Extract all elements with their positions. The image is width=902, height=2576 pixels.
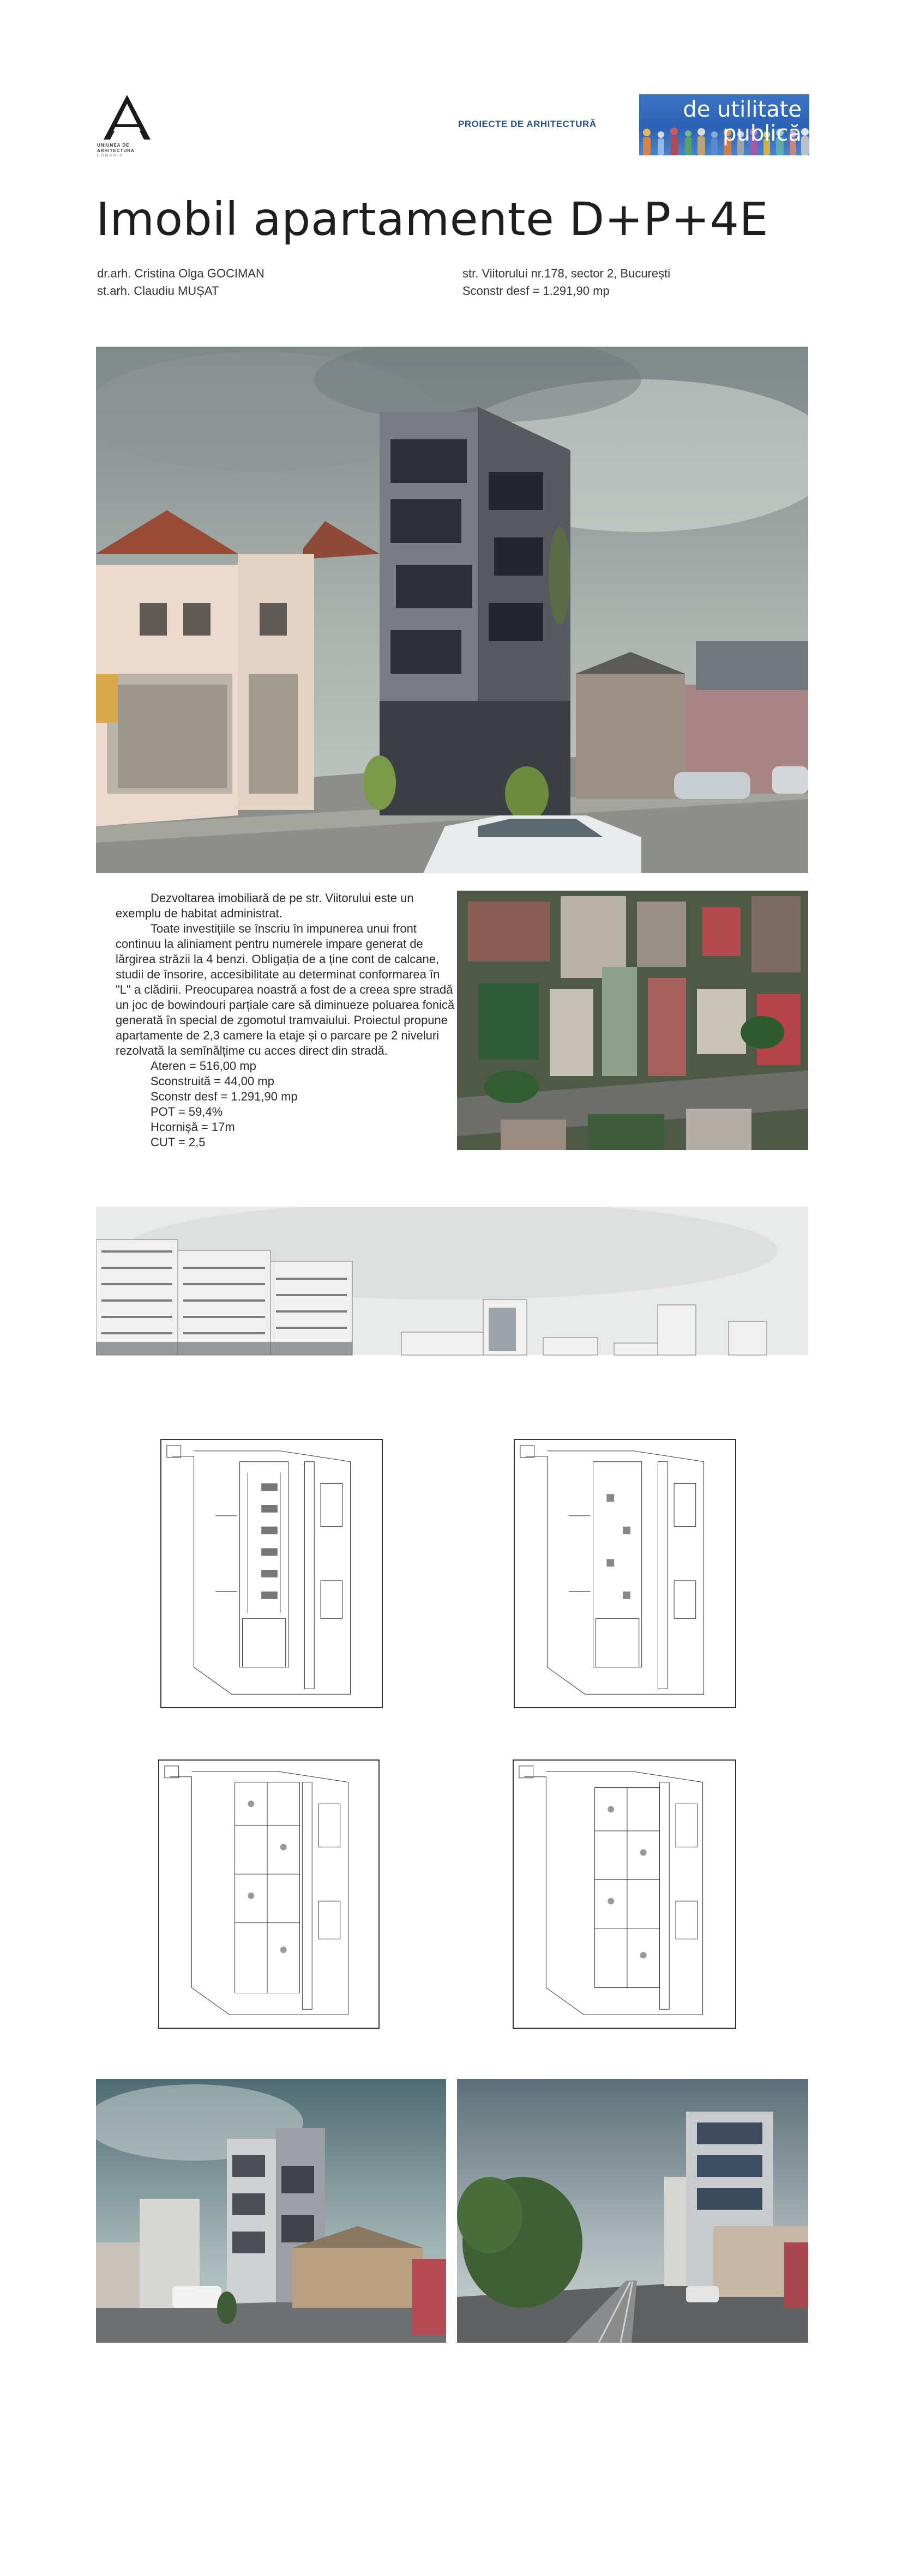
- street-render-left: [96, 2079, 446, 2343]
- logo-text: UNIUNEA DE ARHITECTURA: [97, 143, 135, 153]
- description-paragraph-2: Toate investițiile se înscriu în impunerea unui front continuu la aliniament pentru numerele impare generat de lărgirea străzii la 4 benzi. Obligația de a ține cont de calcane, studii de însorire, accesibilitate au determinat conformarea în "L" a clădirii. Preocuparea noastră a fost de a creea spre stradă un joc de bowindouri parțiale care să diminueze poluarea fonică generată în special de zgomotul tramvaiului. Proiectul propune apartamente de 2,3 camere la etaje și o parcare pe 2 niveluri rezolvată la semînălțime cu acces direct din stradă.: [116, 922, 455, 1057]
- author-1: dr.arh. Cristina Olga GOCIMAN: [97, 267, 264, 280]
- authors: [97, 265, 264, 300]
- floor-plan-typical-2: [513, 1759, 736, 2029]
- banner-line-1: de utilitate: [683, 97, 802, 122]
- logo-a-icon: [97, 93, 157, 142]
- aerial-site-photo: [457, 891, 808, 1150]
- stat-gross-area: Sconstr desf = 1.291,90 mp: [151, 1090, 298, 1103]
- floor-plan-basement: [160, 1439, 383, 1708]
- location-info: [462, 265, 670, 300]
- street-render-right: [457, 2079, 808, 2343]
- street-elevation-drawing: [96, 1207, 808, 1371]
- logo: [97, 93, 163, 158]
- section-label: PROIECTE DE ARHITECTURĂ: [458, 119, 597, 129]
- banner-line-2: publică: [723, 121, 802, 146]
- project-stats: [116, 1059, 456, 1150]
- logo-subtext: ROMANIA: [97, 154, 124, 158]
- stat-cut: CUT = 2,5: [151, 1135, 206, 1149]
- stat-pot: POT = 59,4%: [151, 1105, 223, 1118]
- address: str. Viitorului nr.178, sector 2, București: [462, 267, 671, 280]
- stat-land-area: Ateren = 516,00 mp: [151, 1059, 256, 1073]
- floor-plan-typical-1: [158, 1759, 380, 2029]
- built-area: Sconstr desf = 1.291,90 mp: [462, 284, 610, 298]
- public-utility-banner: [639, 94, 809, 155]
- floor-plan-ground: [514, 1439, 736, 1708]
- stat-built-area: Sconstruită = 44,00 mp: [151, 1074, 274, 1088]
- page-title: Imobil apartamente D+P+4E: [96, 192, 769, 246]
- project-description: [116, 891, 456, 1150]
- hero-street-render: [96, 347, 808, 873]
- author-2: st.arh. Claudiu MUȘAT: [97, 284, 219, 298]
- stat-cornice-height: Hcornișă = 17m: [151, 1120, 235, 1134]
- description-paragraph-1: Dezvoltarea imobiliară de pe str. Viitorului este un exemplu de habitat administrat.: [116, 891, 414, 920]
